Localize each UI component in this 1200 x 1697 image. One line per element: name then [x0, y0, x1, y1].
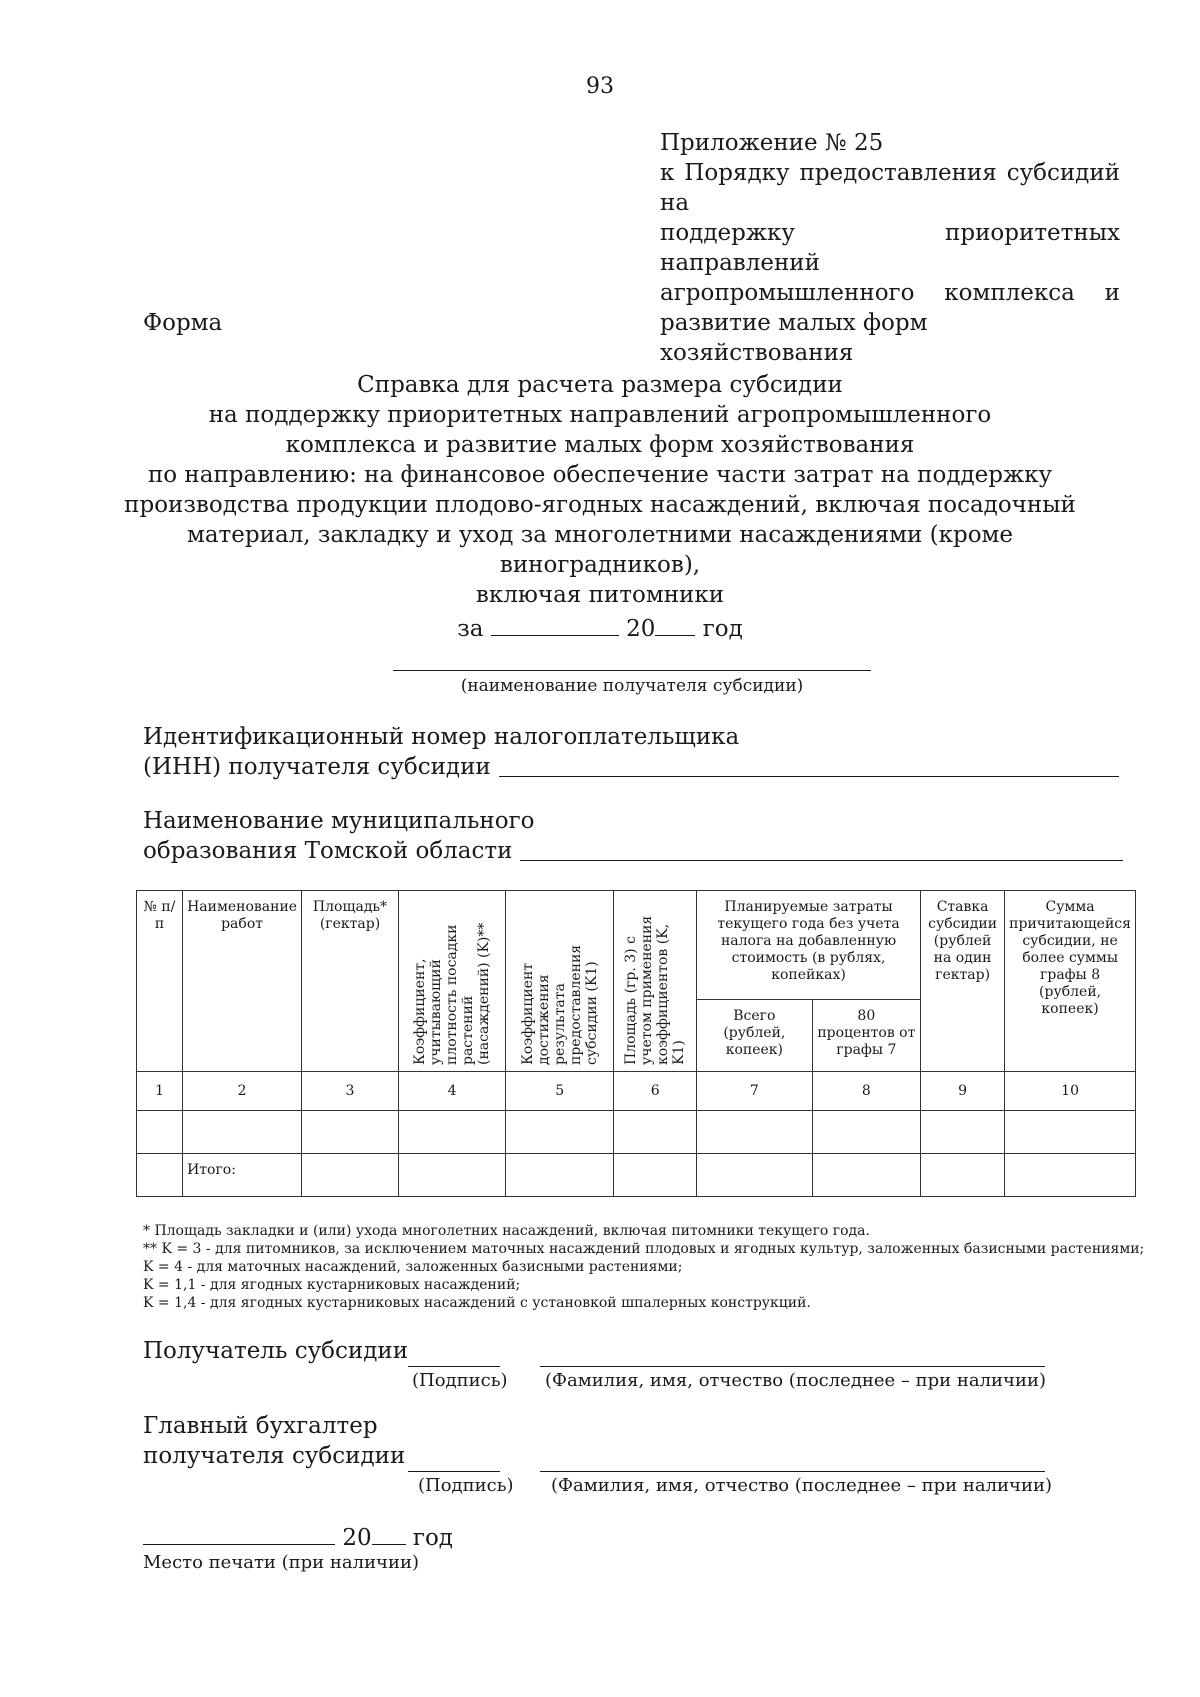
recipient-signature-label: Получатель субсидии	[143, 1338, 409, 1364]
footnote: * Площадь закладки и (или) ухода многолетних насаждений, включая питомники текущего года.	[143, 1223, 870, 1239]
table-cell[interactable]	[183, 1111, 302, 1154]
header-adjusted-area-text: Площадь (гр. 3) с учетом применения коэффициентов (K, K1)	[623, 915, 688, 1065]
table-cell[interactable]	[137, 1154, 183, 1197]
footnote: K = 1,1 - для ягодных кустарниковых насаждений;	[143, 1277, 521, 1293]
title-line: на поддержку приоритетных направлений агропромышленного	[208, 402, 992, 428]
table-cell[interactable]	[697, 1111, 813, 1154]
period-prefix: за	[457, 616, 484, 642]
accountant-name-field[interactable]	[540, 1471, 1045, 1472]
header-result-coefficient	[506, 891, 614, 1072]
header-number: № п/п	[137, 891, 183, 1072]
table-cell[interactable]	[1005, 1111, 1136, 1154]
column-number: 7	[697, 1072, 813, 1111]
name-caption: (Фамилия, имя, отчество (последнее – при наличии)	[551, 1475, 1052, 1496]
table-cell[interactable]	[302, 1111, 399, 1154]
footnote: K = 1,4 - для ягодных кустарниковых насаждений с установкой шпалерных конструкций.	[143, 1295, 811, 1311]
recipient-signature-field[interactable]	[408, 1366, 500, 1367]
date-year-field[interactable]	[372, 1522, 406, 1545]
title-line: комплекса и развитие малых форм хозяйствования	[285, 432, 915, 458]
signature-caption: (Подпись)	[412, 1370, 508, 1391]
header-subsidy-amount: Сумма причитающейся субсидии, не более суммы графы 8 (рублей, копеек)	[1005, 891, 1136, 1072]
municipality-label-2: образования Томской области	[143, 838, 513, 864]
period-year-field[interactable]	[655, 613, 695, 636]
appendix-line: поддержку приоритетных направлений	[660, 220, 1120, 276]
appendix-line: агропромышленного комплекса и	[660, 280, 1120, 306]
title-line: материал, закладку и уход за многолетними насаждениями (кроме виноградников),	[186, 522, 1014, 578]
column-number: 9	[921, 1072, 1005, 1111]
table-cell[interactable]	[137, 1111, 183, 1154]
accountant-label	[143, 1411, 405, 1471]
column-number: 4	[398, 1072, 505, 1111]
table-cell[interactable]	[921, 1154, 1005, 1197]
column-number: 8	[812, 1072, 920, 1111]
date-year-prefix: 20	[342, 1525, 372, 1551]
table-cell[interactable]	[1005, 1154, 1136, 1197]
title-line: по направлению: на финансовое обеспечение части затрат на поддержку	[147, 462, 1053, 488]
column-number: 5	[506, 1072, 614, 1111]
appendix-line: к Порядку предоставления субсидий на	[660, 160, 1120, 216]
period-line	[0, 613, 1200, 642]
header-costs-80-percent: 80 процентов от графы 7	[812, 999, 920, 1071]
header-result-coefficient-text: Коэффициент достижения результата предоставления субсидии (K1)	[519, 944, 600, 1065]
municipality-label-1: Наименование муниципального	[143, 808, 535, 834]
period-year-prefix: 20	[626, 616, 656, 642]
name-caption: (Фамилия, имя, отчество (последнее – при наличии)	[545, 1370, 1046, 1391]
period-month-field[interactable]	[491, 613, 619, 636]
column-number: 6	[614, 1072, 697, 1111]
recipient-name-signature-field[interactable]	[540, 1366, 1045, 1367]
date-suffix: год	[412, 1525, 453, 1551]
table-cell[interactable]	[614, 1111, 697, 1154]
header-adjusted-area	[614, 891, 697, 1072]
inn-label-2: (ИНН) получателя субсидии	[143, 754, 491, 780]
total-row	[137, 1154, 1136, 1197]
total-label: Итого:	[183, 1154, 302, 1197]
inn-field[interactable]	[499, 776, 1119, 777]
header-subsidy-rate: Ставка субсидии (рублей на один гектар)	[921, 891, 1005, 1072]
column-number: 3	[302, 1072, 399, 1111]
municipality-block	[143, 806, 1123, 866]
appendix-header	[660, 128, 1120, 368]
title-line: производства продукции плодово-ягодных насаждений, включая посадочный	[124, 492, 1076, 518]
header-density-coefficient-text: Коэффициент, учитывающий плотность посадки растений (насаждений) (K)**	[412, 922, 493, 1065]
date-line	[143, 1522, 453, 1551]
title-line: Справка для расчета размера субсидии	[357, 372, 843, 398]
table-cell[interactable]	[614, 1154, 697, 1197]
signature-caption: (Подпись)	[418, 1475, 514, 1496]
municipality-field[interactable]	[520, 860, 1123, 861]
accountant-signature-field[interactable]	[408, 1471, 500, 1472]
accountant-label-line: получателя субсидии	[143, 1443, 406, 1469]
appendix-title: Приложение № 25	[660, 130, 884, 156]
title-line: включая питомники	[475, 582, 725, 608]
date-day-month-field[interactable]	[143, 1522, 335, 1545]
appendix-line: развитие малых форм хозяйствования	[660, 310, 928, 366]
header-area: Площадь* (гектар)	[302, 891, 399, 1072]
footnote: ** K = 3 - для питомников, за исключением маточных насаждений плодовых и ягодных культур, заложенных базисными растениями;	[143, 1241, 1145, 1257]
document-title	[100, 370, 1100, 610]
table-row	[137, 1111, 1136, 1154]
table-cell[interactable]	[302, 1154, 399, 1197]
form-label: Форма	[143, 310, 223, 336]
footnotes	[143, 1222, 1145, 1312]
table-cell[interactable]	[697, 1154, 813, 1197]
table-cell[interactable]	[921, 1111, 1005, 1154]
table-cell[interactable]	[812, 1154, 920, 1197]
table-cell[interactable]	[506, 1111, 614, 1154]
header-density-coefficient	[398, 891, 505, 1072]
inn-label-1: Идентификационный номер налогоплательщика	[143, 724, 740, 750]
column-number: 1	[137, 1072, 183, 1111]
table-cell[interactable]	[506, 1154, 614, 1197]
stamp-label: Место печати (при наличии)	[143, 1552, 419, 1573]
header-planned-costs: Планируемые затраты текущего года без учета налога на добавленную стоимость (в рублях, копейках)	[697, 891, 921, 1000]
table-cell[interactable]	[398, 1111, 505, 1154]
inn-block	[143, 722, 1119, 782]
table-cell[interactable]	[398, 1154, 505, 1197]
column-number: 2	[183, 1072, 302, 1111]
period-suffix: год	[702, 616, 743, 642]
calculation-table	[136, 890, 1136, 1197]
footnote: K = 4 - для маточных насаждений, заложенных базисными растениями;	[143, 1259, 683, 1275]
header-work-name: Наименование работ	[183, 891, 302, 1072]
header-costs-total: Всего (рублей, копеек)	[697, 999, 813, 1071]
page-number: 93	[586, 74, 614, 99]
recipient-name-field[interactable]	[393, 670, 871, 671]
table-cell[interactable]	[812, 1111, 920, 1154]
accountant-label-line: Главный бухгалтер	[143, 1413, 378, 1439]
column-number: 10	[1005, 1072, 1136, 1111]
recipient-caption: (наименование получателя субсидии)	[460, 676, 804, 696]
